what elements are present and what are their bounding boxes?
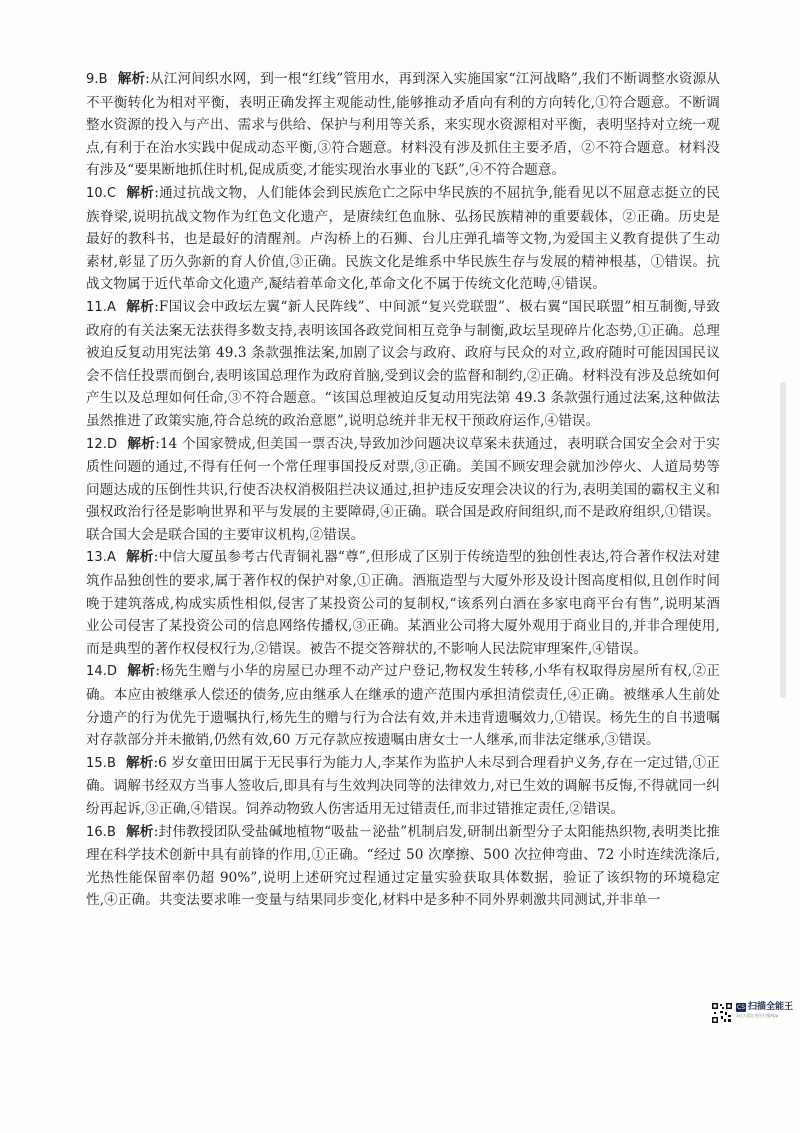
explanation-item-9 [86, 68, 720, 182]
answer-letter: A [106, 299, 116, 315]
scanner-brand [736, 1003, 793, 1018]
analysis-text: :通过抗战文物，人们能体会到民族危亡之际中华民族的不屈抗争,能看见以不屈意志挺立的民族脊梁,说明抗战文物作为红色文化遗产，是赓续红色血脉、弘扬民族精神的重要载体，②正确。历史是最好的教科书，也是最好的清醒剂。卢沟桥上的石狮、台儿庄弹孔墙等文物,为爱国主义教育提供了生动素材,彰显了历久弥新的育人价值,③正确。民族文化是维系中华民族生存与发展的精神根基，①错误。抗战文物属于近代革命文化遗产,凝结着革命文化,革命文化不属于传统文化范畴,④错误。 [86, 184, 720, 293]
analysis-text: :封伟教授团队受盐碱地植物“吸盐－泌盐”机制启发,研制出新型分子太阳能热织物,表明类比推理在科学技术创新中具有前锋的作用,①正确。“经过 50 次摩擦、500 次拉伸弯曲、72 小时连续洗涤后,光热性能保留率仍超 90%”,说明上述研究过程通过定量实验获取具体数据，验证了该织物的环境稳定性,④正确。共变法要求唯一变量与结果同步变化,材料中是多种不同外界刺激共同测试,并非单一 [86, 823, 720, 909]
explanation-item-13 [86, 546, 720, 660]
analysis-label: 解析 [126, 184, 155, 201]
question-number: 11. [86, 299, 107, 315]
answer-letter: C [106, 185, 117, 201]
analysis-text: :杨先生赠与小华的房屋已办理不动产过户登记,物权发生转移,小华有权取得房屋所有权,②正确。本应由被继承人偿还的债务,应由继承人在继承的遗产范围内承担清偿责任,④正确。被继承人生前处分遗产的行为优先于遗嘱执行,杨先生的赠与行为合法有效,并未违背遗嘱效力,①错误。杨先生的自书遗嘱对存款部分并未撤销,仍然有效,60 万元存款应按遗嘱由唐女士一人继承,而非法定继承,③错误。 [86, 663, 721, 749]
analysis-label: 解析 [127, 663, 156, 680]
answer-letter: A [106, 550, 116, 566]
analysis-text: :6 岁女童田田属于无民事行为能力人,李某作为监护人未尽到合理看护义务,存在一定过错,①正确。调解书经双方当事人签收后,即具有与生效判决同等的法律效力,对已生效的调解书反悔,不得就同一纠纷再起诉,③正确,④错误。饲养动物致人伤害适用无过错责任,而非过错推定责任,②错误。 [86, 754, 720, 817]
explanation-item-14 [86, 660, 720, 751]
analysis-text: :从江河间织水网，到一根“红线”管用水，再到深入实施国家“江河战略”,我们不断调整水资源从不平衡转化为相对平衡，表明正确发挥主观能动性,能够推动矛盾向有利的方向转化,①符合题意。不断调整水资源的投入与产出、需求与供给、保护与利用等关系，来实现水资源相对平衡，表明坚持对立统一观点,有利于在治水实践中促成动态平衡,③符合题意。材料没有涉及抓住主要矛盾，②不符合题意。材料没有涉及“要果断地抓住时机,促成质变,才能实现治水事业的飞跃”,④不符合题意。 [86, 71, 720, 179]
scanner-watermark [712, 1003, 793, 1023]
question-number: 10. [86, 185, 107, 201]
analysis-text: :14 个国家赞成,但美国一票否决,导致加沙问题决议草案未获通过，表明联合国安全会对于实质性问题的通过,不得有任何一个常任理事国投反对票,③正确。美国不顾安理会就加沙停火、人道局势等问题达成的压倒性共识,行使否决权消极阻拦决议通过,担护违反安理会决议的行为,表明美国的霸权主义和强权政治行径是影响世界和平与发展的主要障碍,④正确。联合国是政府间组织,而不是政府组织,①错误。联合国大会是联合国的主要审议机构,②错误。 [86, 435, 720, 543]
question-number: 14. [86, 664, 107, 680]
explanation-item-10 [86, 182, 720, 296]
qr-code-icon [712, 1003, 732, 1023]
question-number: 13. [86, 550, 107, 566]
question-number: 15. [86, 755, 107, 771]
analysis-text: :中信大厦虽参考古代青铜礼器“尊”,但形成了区别于传统造型的独创性表达,符合著作权法对建筑作品独创性的要求,属于著作权的保护对象,①正确。酒瓶造型与大厦外形及设计图高度相似,且创作时间晚于建筑落成,构成实质性相似,侵害了某投资公司的复制权,“该系列白酒在多家电商平台有售”,说明某酒业公司侵害了某投资公司的信息网络传播权,③正确。某酒业公司将大厦外观用于商业目的,并非合理使用,而是典型的著作权侵权行为,②错误。被告不提交答辩状的,不影响人民法院审理案件,④错误。 [86, 549, 720, 657]
analysis-label: 解析 [117, 71, 146, 87]
answer-letter: B [98, 72, 108, 87]
answer-letter: D [106, 664, 118, 680]
answer-letter: B [106, 824, 117, 840]
scrollbar[interactable] [780, 382, 786, 698]
explanation-item-16 [86, 821, 720, 912]
question-number: 16. [86, 824, 107, 840]
answer-letter: D [106, 436, 118, 452]
explanation-item-11 [86, 296, 720, 433]
answer-explanations [86, 68, 720, 912]
analysis-label: 解析 [125, 298, 155, 315]
analysis-label: 解析 [127, 435, 156, 452]
explanation-item-15 [86, 752, 720, 821]
analysis-text: :F国议会中政坛左翼“新人民阵线”、中间派“复兴党联盟”、极右翼“国民联盟”相互制衡,导致政府的有关法案无法获得多数支持,表明该国各政党间相互竞争与制衡,政坛呈现碎片化态势,①正确。总理被迫反复动用宪法第 49.3 条款强推法案,加剧了议会与政府、政府与民众的对立,政府随时可能因国民议会不信任投票而倒台,表明该国总理作为政府首脑,受到议会的监督和制约,②正确。材料没有涉及总统如何产生以及总理如何任命,③不符合题意。“该国总理被迫反复动用宪法第 49.3 条款强行通过法案,这种做法虽然推进了政策实施,符合总统的政治意愿”,说明总统并非无权干预政府运作,④错误。 [86, 298, 720, 429]
analysis-label: 解析 [125, 549, 154, 566]
brand-tagline: 3亿人都在用的扫描App [736, 1013, 779, 1018]
question-number: 9. [86, 72, 99, 87]
question-number: 12. [86, 436, 107, 452]
analysis-label: 解析 [126, 754, 154, 771]
camscanner-logo-icon: CS [737, 1003, 745, 1011]
answer-letter: B [106, 755, 117, 771]
brand-name: 扫描全能王 [748, 1002, 794, 1012]
analysis-label: 解析 [126, 823, 154, 840]
explanation-item-12 [86, 433, 720, 547]
